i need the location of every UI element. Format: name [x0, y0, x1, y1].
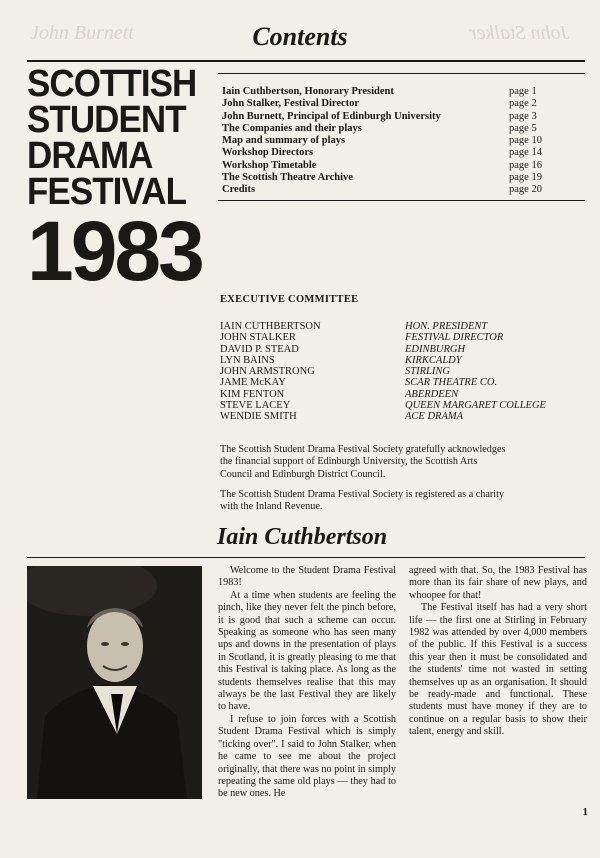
article-title: Iain Cuthbertson [217, 524, 388, 550]
toc-page: page 20 [509, 184, 542, 196]
toc-page: page 10 [509, 135, 542, 147]
article-column-1 [218, 565, 396, 801]
member-name: KIM FENTON [220, 388, 285, 400]
toc-page: page 14 [509, 147, 542, 159]
article-paragraph: agreed with that. So, the 1983 Festival has more than its fair share of new plays, and whoopee for that! [409, 565, 587, 601]
charity-registration-text: The Scottish Student Drama Festival Society is registered as a charity with the Inland Revenue. [220, 489, 505, 513]
toc-row[interactable] [222, 147, 554, 159]
member-role: STIRLING [405, 366, 450, 378]
toc-title: The Scottish Theatre Archive [222, 172, 353, 184]
executive-committee [220, 294, 546, 423]
member-role: QUEEN MARGARET COLLEGE [405, 400, 546, 412]
committee-row [220, 389, 546, 400]
toc-title: Workshop Directors [222, 147, 314, 159]
committee-row [220, 377, 546, 388]
portrait-photo [27, 566, 202, 799]
article-rule [27, 557, 585, 558]
member-role: ABERDEEN [405, 388, 459, 400]
toc-page: page 5 [509, 122, 537, 134]
article-paragraph: The Festival itself has had a very short life — the first one at Stirling in February 1982 was attended by over 4,000 members of the public. If this Festival is a success this year then it must be consolidated and the students' time not wasted in setting themselves up as an organisation. It should be ready-made and functional. These students must have money if they are to continue on a regular basis to show their talent, energy and skill. [409, 602, 587, 738]
member-role: KIRKCALDY [405, 354, 462, 366]
member-name: DAVID P. STEAD [220, 343, 299, 355]
committee-heading: EXECUTIVE COMMITTEE [220, 294, 359, 305]
committee-row [220, 344, 546, 355]
toc-title: Iain Cuthbertson, Honorary President [222, 86, 394, 97]
toc-title: Map and summary of plays [222, 135, 346, 147]
ghost-header-right: John Stalker [469, 22, 570, 44]
committee-row [220, 355, 546, 366]
acknowledgement-text: The Scottish Student Drama Festival Society gratefully acknowledges the financial support of Edinburgh University, the Scottish Arts Council and Edinburgh District Council. [220, 444, 506, 480]
committee-row [220, 321, 546, 332]
toc-top-rule [218, 73, 585, 74]
article-paragraph: Welcome to the Student Drama Festival 1983! [218, 565, 396, 589]
member-role: SCAR THEATRE CO. [405, 377, 498, 389]
table-of-contents [222, 86, 554, 197]
committee-row [220, 366, 546, 377]
toc-row[interactable] [222, 160, 554, 172]
toc-title: John Burnett, Principal of Edinburgh University [222, 110, 441, 122]
top-rule [27, 60, 585, 62]
toc-title: The Companies and their plays [222, 122, 362, 134]
member-name: STEVE LACEY [220, 400, 291, 412]
festival-line-1: SCOTTISH [27, 63, 197, 105]
member-name: WENDIE SMITH [220, 411, 297, 423]
member-role: EDINBURGH [405, 343, 466, 355]
article-paragraph: At a time when students are feeling the pinch, like they never felt the pinch before, it is good that such a scheme can occur. Speaking as someone who has seen many ups and downs in the presentation of plays in Scotland, it is greatly pleasing to me that this Festival is taking place. As long as the students themselves realise that this may always be the last Festival they are likely to have. [218, 589, 396, 713]
festival-line-3: DRAMA [27, 135, 153, 178]
toc-bottom-rule [218, 200, 585, 201]
toc-page: page 1 [509, 86, 537, 97]
toc-row[interactable] [222, 172, 554, 184]
contents-title: Contents [252, 22, 348, 51]
member-name: IAIN CUTHBERTSON [220, 321, 321, 332]
article-column-2 [409, 565, 587, 739]
toc-row[interactable] [222, 135, 554, 147]
toc-row[interactable] [222, 86, 554, 98]
toc-title: John Stalker, Festival Director [222, 98, 360, 110]
festival-line-2: STUDENT [27, 99, 186, 142]
committee-row [220, 411, 546, 422]
toc-page: page 19 [509, 172, 542, 184]
member-role: HON. PRESIDENT [405, 321, 488, 332]
toc-title: Workshop Timetable [222, 159, 317, 171]
member-name: JOHN STALKER [220, 332, 296, 344]
member-name: LYN BAINS [220, 354, 275, 366]
toc-row[interactable] [222, 98, 554, 110]
toc-page: page 2 [509, 98, 537, 110]
committee-row [220, 332, 546, 343]
portrait-figure [27, 566, 202, 799]
member-name: JAME McKAY [220, 377, 286, 389]
member-role: ACE DRAMA [405, 411, 464, 423]
page-number: 1 [582, 806, 588, 818]
festival-wordmark [27, 63, 211, 299]
toc-page: page 3 [509, 110, 537, 122]
committee-table [220, 321, 546, 423]
ghost-header-left: John Burnett [30, 22, 134, 44]
festival-line-4: FESTIVAL [27, 171, 187, 214]
committee-row [220, 400, 546, 411]
member-role: FESTIVAL DIRECTOR [405, 332, 504, 344]
toc-page: page 16 [509, 159, 542, 171]
toc-title: Credits [222, 184, 256, 196]
article-paragraph: I refuse to join forces with a Scottish Student Drama Festival which is simply "ticking over". I said to John Stalker, when he came to see me about the project originally, that there was no point in simply repeating the same old plays — they had to be new ones. He [218, 713, 396, 800]
toc-row[interactable] [222, 123, 554, 135]
festival-year: 1983 [27, 204, 202, 299]
toc-row[interactable] [222, 111, 554, 123]
toc-row[interactable] [222, 184, 554, 196]
member-name: JOHN ARMSTRONG [220, 366, 315, 378]
